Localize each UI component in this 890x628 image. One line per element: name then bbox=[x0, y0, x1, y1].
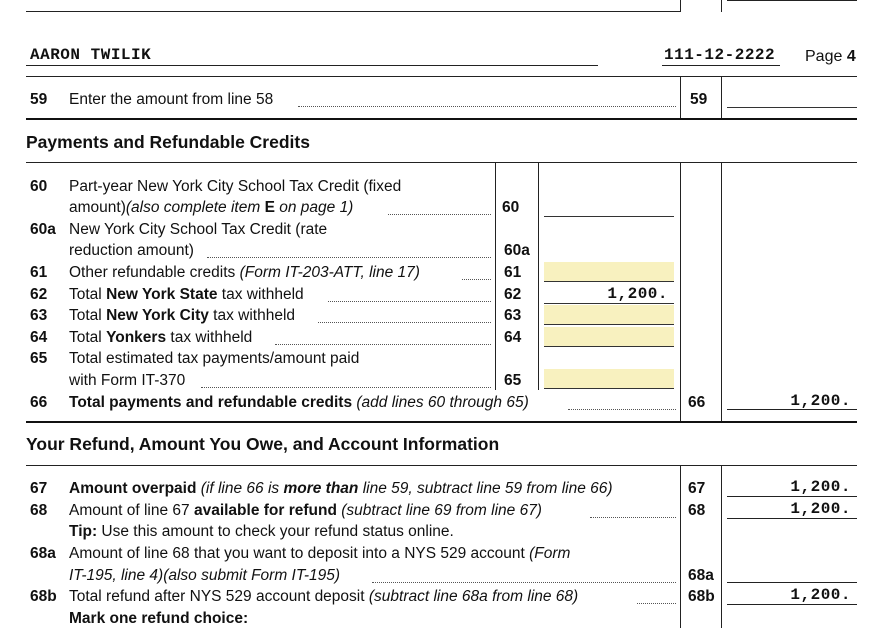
line-68b-note: (subtract line 68a from line 68) bbox=[368, 588, 579, 605]
line-68-text bbox=[69, 502, 542, 520]
ssn-underline bbox=[662, 65, 780, 66]
line-61-amount-field[interactable] bbox=[544, 262, 674, 282]
line-63-emphasis: New York City bbox=[106, 307, 209, 324]
line-68-label: Amount of line 67 bbox=[69, 502, 194, 519]
leader-dots bbox=[275, 344, 491, 345]
line-66-text bbox=[69, 394, 529, 412]
line-62-emphasis: New York State bbox=[106, 286, 218, 303]
column-divider bbox=[721, 77, 722, 118]
line-68b-label: Total refund after NYS 529 account deposit bbox=[69, 588, 369, 605]
line-64-label: Total bbox=[69, 329, 107, 346]
section-rule bbox=[26, 118, 857, 120]
line-60-code: 60 bbox=[502, 199, 520, 216]
line-66-label: Total payments and refundable credits bbox=[69, 394, 353, 411]
line-66-number: 66 bbox=[30, 394, 48, 411]
line-60a-text-cont: reduction amount) bbox=[69, 242, 194, 259]
column-divider bbox=[680, 466, 681, 628]
line-67-note: (if line 66 is bbox=[196, 480, 284, 497]
line-64-number: 64 bbox=[30, 329, 48, 346]
line-67-amount: 1,200. bbox=[790, 478, 851, 496]
top-column-divider bbox=[680, 0, 681, 12]
line-67-text bbox=[69, 480, 613, 498]
line-68b-code: 68b bbox=[688, 588, 715, 605]
line-64-label-end: tax withheld bbox=[166, 329, 253, 346]
line-61-note: (Form IT-203-ATT, line 17) bbox=[239, 264, 420, 281]
line-68a-text-cont: IT-195, line 4)(also submit Form IT-195) bbox=[69, 567, 341, 584]
line-68-emphasis: available for refund bbox=[193, 502, 337, 519]
line-64-code: 64 bbox=[504, 329, 522, 346]
line-62-code: 62 bbox=[504, 286, 522, 303]
taxpayer-name: AARON TWILIK bbox=[30, 46, 152, 64]
line-68-amount: 1,200. bbox=[790, 500, 851, 518]
line-60-amount-word: amount) bbox=[69, 199, 126, 216]
leader-dots bbox=[568, 409, 676, 410]
leader-dots bbox=[318, 322, 491, 323]
line-66-note: (add lines 60 through 65) bbox=[352, 394, 529, 411]
line-67-label: Amount overpaid bbox=[69, 480, 197, 497]
tip-body: Use this amount to check your refund status online. bbox=[97, 523, 454, 540]
line-67-note-end: line 59, subtract line 59 from line 66) bbox=[358, 480, 613, 497]
line-60a-code: 60a bbox=[504, 242, 530, 259]
line-63-label-end: tax withheld bbox=[208, 307, 296, 324]
top-rule bbox=[26, 11, 680, 12]
line-65-text: Total estimated tax payments/amount paid bbox=[69, 350, 360, 367]
line-60-amount-field[interactable] bbox=[544, 199, 674, 217]
refund-choice-heading: Mark one refund choice: bbox=[69, 610, 249, 627]
line-64-text bbox=[69, 329, 252, 347]
top-column-divider bbox=[721, 0, 722, 12]
line-67-code: 67 bbox=[688, 480, 706, 497]
line-65-number: 65 bbox=[30, 350, 48, 367]
leader-dots bbox=[590, 517, 676, 518]
line-60-note: (also complete item bbox=[125, 199, 265, 216]
line-63-number: 63 bbox=[30, 307, 48, 324]
line-68-number: 68 bbox=[30, 502, 48, 519]
line-61-text bbox=[69, 264, 420, 282]
line-68b-number: 68b bbox=[30, 588, 57, 605]
line-59-number: 59 bbox=[30, 91, 48, 108]
line-68-note: (subtract line 69 from line 67) bbox=[336, 502, 542, 519]
line-59-amount-field[interactable] bbox=[727, 90, 857, 108]
line-60a-text: New York City School Tax Credit (rate bbox=[69, 221, 328, 238]
line-60-text-cont bbox=[69, 199, 353, 217]
line-68b-text bbox=[69, 588, 578, 606]
page-number: 4 bbox=[846, 48, 856, 65]
column-divider bbox=[495, 163, 496, 390]
line-68b-underline bbox=[727, 604, 857, 605]
leader-dots bbox=[462, 279, 491, 280]
line-65-text-cont: with Form IT-370 bbox=[69, 372, 186, 389]
line-66-underline bbox=[727, 409, 857, 410]
line-66-amount: 1,200. bbox=[790, 392, 851, 410]
line-68-code: 68 bbox=[688, 502, 706, 519]
leader-dots bbox=[207, 257, 491, 258]
column-divider bbox=[721, 163, 722, 422]
line-62-number: 62 bbox=[30, 286, 48, 303]
line-68a-code: 68a bbox=[688, 567, 714, 584]
page-indicator bbox=[805, 48, 856, 66]
section-title-refund: Your Refund, Amount You Owe, and Account Information bbox=[26, 434, 500, 454]
line-67-note-emphasis: more than bbox=[283, 480, 359, 497]
line-60-note-end: on page 1) bbox=[274, 199, 354, 216]
line-60-item: E bbox=[264, 199, 275, 216]
line-67-underline bbox=[727, 496, 857, 497]
line-59-code: 59 bbox=[690, 91, 708, 108]
line-64-emphasis: Yonkers bbox=[106, 329, 167, 346]
line-68a-text bbox=[69, 545, 570, 563]
section-rule bbox=[26, 465, 857, 466]
line-68a-note: (Form bbox=[529, 545, 571, 562]
line-63-label: Total bbox=[69, 307, 107, 324]
tip-text bbox=[69, 523, 454, 541]
leader-dots bbox=[388, 214, 491, 215]
page-label: Page bbox=[805, 48, 843, 65]
column-divider bbox=[538, 163, 539, 390]
line-68b-amount: 1,200. bbox=[790, 586, 851, 604]
leader-dots bbox=[328, 301, 491, 302]
line-66-code: 66 bbox=[688, 394, 706, 411]
header-rule bbox=[26, 76, 857, 77]
line-68a-label: Amount of line 68 that you want to deposit into a NYS 529 account bbox=[69, 545, 530, 562]
line-63-amount-field[interactable] bbox=[544, 305, 674, 325]
line-60-text: Part-year New York City School Tax Credit (fixed bbox=[69, 178, 402, 195]
line-61-code: 61 bbox=[504, 264, 522, 281]
tip-label: Tip: bbox=[69, 523, 98, 540]
line-68-underline bbox=[727, 518, 857, 519]
line-62-amount: 1,200. bbox=[607, 285, 668, 303]
line-59-text: Enter the amount from line 58 bbox=[69, 91, 274, 108]
ssn: 111-12-2222 bbox=[664, 46, 776, 64]
name-underline bbox=[26, 65, 598, 66]
leader-dots bbox=[637, 603, 676, 604]
line-63-code: 63 bbox=[504, 307, 522, 324]
leader-dots bbox=[372, 582, 676, 583]
line-63-text bbox=[69, 307, 295, 325]
line-62-text bbox=[69, 286, 304, 304]
line-62-label: Total bbox=[69, 286, 107, 303]
line-61-number: 61 bbox=[30, 264, 48, 281]
line-64-amount-field[interactable] bbox=[544, 327, 674, 347]
leader-dots bbox=[201, 387, 491, 388]
line-67-number: 67 bbox=[30, 480, 48, 497]
line-68a-amount-field[interactable] bbox=[727, 582, 857, 583]
column-divider bbox=[680, 77, 681, 118]
line-62-label-end: tax withheld bbox=[217, 286, 304, 303]
line-65-code: 65 bbox=[504, 372, 522, 389]
line-61-label: Other refundable credits bbox=[69, 264, 240, 281]
line-68a-number: 68a bbox=[30, 545, 56, 562]
line-65-amount-field[interactable] bbox=[544, 369, 674, 389]
section-rule bbox=[26, 421, 857, 423]
section-title-payments: Payments and Refundable Credits bbox=[26, 132, 310, 152]
section-rule bbox=[26, 162, 857, 163]
column-divider bbox=[680, 163, 681, 422]
top-amount-rule bbox=[727, 0, 857, 1]
leader-dots bbox=[298, 106, 676, 107]
line-60-number: 60 bbox=[30, 178, 48, 195]
line-60a-number: 60a bbox=[30, 221, 56, 238]
column-divider bbox=[721, 466, 722, 628]
